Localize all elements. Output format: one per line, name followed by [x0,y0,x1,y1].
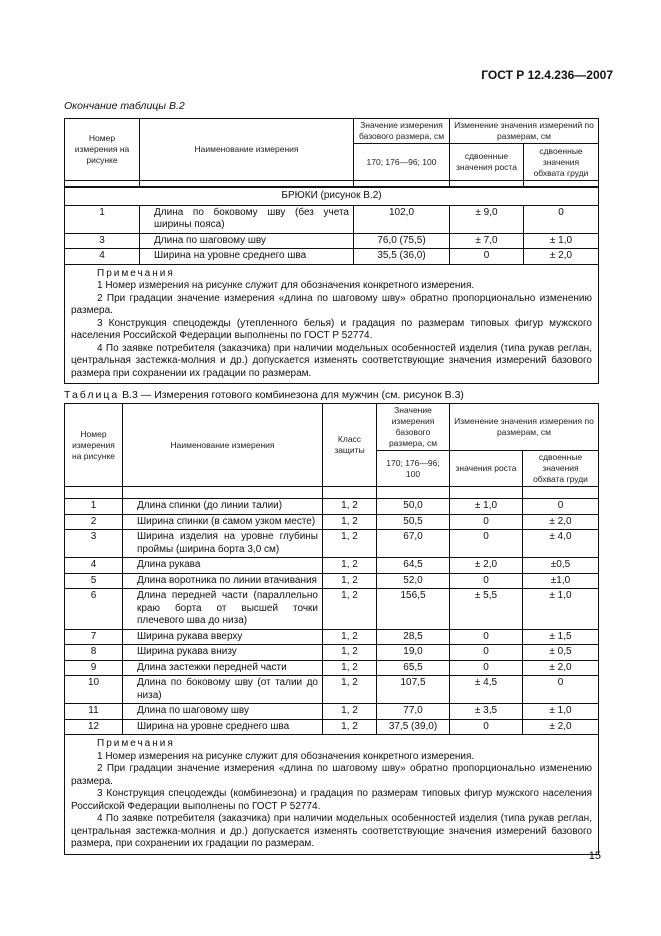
section-title: БРЮКИ (рисунок В.2) [65,187,599,205]
cell-num: 4 [65,558,123,574]
cell-class: 1, 2 [323,704,377,720]
cell-height: ± 3,5 [450,704,523,720]
cell-name: Длина передней части (параллельно краю борта от высшей точки плечевого шва до низа) [123,589,323,630]
cell-hip: ± 1,0 [523,704,599,720]
header-height: значения роста [450,451,523,487]
notes-title: Примечания [97,738,175,749]
table-b2-notes [65,264,599,384]
cell-height: ± 1,0 [450,499,523,515]
page-number: 15 [588,850,601,862]
cell-value: 76,0 (75,5) [354,233,450,249]
cell-height: 0 [450,719,523,735]
cell-class: 1, 2 [323,589,377,630]
caption-label: Таблица [64,389,120,401]
cell-name: Длина рукава [123,558,323,574]
table-b2-caption: Окончание таблицы В.2 [64,100,185,112]
cell-hip: ± 1,5 [523,629,599,645]
cell-height: ± 9,0 [450,205,524,233]
cell-height: 0 [450,514,523,530]
cell-class: 1, 2 [323,558,377,574]
header-hip: сдвоенные значения обхвата груди [523,451,599,487]
cell-value: 35,5 (36,0) [354,249,450,265]
table-row [65,589,599,630]
cell-num: 11 [65,704,123,720]
cell-name: Ширина рукава вверху [123,629,323,645]
table-row [65,249,599,265]
cell-height: 0 [450,249,524,265]
cell-num: 1 [65,205,140,233]
header-name: Наименование измерения [140,119,354,181]
table-row [65,530,599,558]
header-sizes: 170; 176—96; 100 [354,144,450,181]
cell-num: 9 [65,660,123,676]
table-b3-caption [64,389,464,401]
cell-name: Ширина на уровне среднего шва [123,719,323,735]
notes-title: Примечания [97,267,175,279]
note: 4 По заявке потребителя (заказчика) при наличии модельных особенностей изделия (типа рукав реглан, центральная застежка-молния и др.) допускается изменять соответствующие значения измерений базового размера при сохранении их градации по размерам. [71,342,592,379]
cell-name: Длина по шаговому шву [123,704,323,720]
cell-height: ± 2,0 [450,558,523,574]
header-base-value: Значение измерения базового размера, см [354,119,450,144]
cell-height: 0 [450,629,523,645]
cell-hip: ± 2,0 [523,660,599,676]
header-name: Наименование измерения [123,404,323,487]
cell-height: 0 [450,660,523,676]
cell-num: 8 [65,645,123,661]
cell-value: 37,5 (39,0) [377,719,450,735]
note: 3 Конструкция спецодежды (утепленного белья) и градация по размерам типовых фигур мужского населения Российской Федерации выполнены по ГОСТ Р 52774. [71,317,592,341]
header-change: Изменение значения измерений по размерам, см [450,119,599,144]
table-row [65,514,599,530]
cell-name: Ширина изделия на уровне глубины проймы (ширина борта 3,0 см) [123,530,323,558]
header-base-value: Значение измерения базового размера, см [377,404,450,451]
cell-num: 6 [65,589,123,630]
cell-value: 50,0 [377,499,450,515]
note: 2 При градации значение измерения «длина по шаговому шву» обратно пропорционально изменению размера. [71,763,592,787]
note: 1 Номер измерения на рисунке служит для обозначения конкретного измерения. [97,280,475,291]
cell-num: 12 [65,719,123,735]
cell-name: Длина застежки передней части [123,660,323,676]
cell-hip: ± 4,0 [523,530,599,558]
note: 1 Номер измерения на рисунке служит для обозначения конкретного измерения. [97,750,475,762]
cell-num: 5 [65,573,123,589]
header-height: сдвоенные значения роста [450,144,524,181]
header-change: Изменение значения измерения по размерам, см [450,404,599,451]
cell-num: 3 [65,233,140,249]
table-row [65,704,599,720]
table-row [65,719,599,735]
cell-name: Длина по шаговому шву [140,233,354,249]
cell-class: 1, 2 [323,573,377,589]
cell-value: 64,5 [377,558,450,574]
cell-value: 107,5 [377,676,450,704]
table-row [65,499,599,515]
cell-num: 3 [65,530,123,558]
cell-num: 1 [65,499,123,515]
cell-height: 0 [450,573,523,589]
cell-value: 52,0 [377,573,450,589]
cell-class: 1, 2 [323,514,377,530]
cell-value: 77,0 [377,704,450,720]
cell-hip: 0 [523,676,599,704]
cell-hip: 0 [524,205,599,233]
cell-value: 65,5 [377,660,450,676]
header-hip: сдвоенные значения обхвата груди [524,144,599,181]
table-row [65,629,599,645]
cell-name: Длина по боковому шву (от талии до низа) [123,676,323,704]
cell-name: Ширина рукава внизу [123,645,323,661]
cell-height: ± 7,0 [450,233,524,249]
table-row [65,573,599,589]
cell-height: 0 [450,530,523,558]
header-num: Номер измерения на рисунке [65,119,140,181]
table-b2 [64,118,599,384]
cell-height: ± 5,5 [450,589,523,630]
cell-class: 1, 2 [323,676,377,704]
cell-name: Длина воротника по линии втачивания [123,573,323,589]
cell-class: 1, 2 [323,719,377,735]
standard-number: ГОСТ Р 12.4.236—2007 [481,68,613,82]
header-num: Номер измерения на рисунке [65,404,123,487]
header-sizes: 170; 176—96; 100 [377,451,450,487]
cell-name: Ширина на уровне среднего шва [140,249,354,265]
cell-num: 7 [65,629,123,645]
table-row [65,233,599,249]
table-row [65,558,599,574]
header-class: Класс защиты [323,404,377,487]
cell-hip: 0 [523,499,599,515]
cell-class: 1, 2 [323,629,377,645]
table-row [65,676,599,704]
cell-class: 1, 2 [323,530,377,558]
caption-text: В.3 — Измерения готового комбинезона для мужчин (см. рисунок В.3) [122,389,464,401]
note: 4 По заявке потребителя (заказчика) при наличии модельных особенностей изделия (типа рукав реглан, центральная застежка-молния и др.) допускается изменять соответствующие значения измерений базового размера, при сохранении их градации по размерам. [71,813,592,849]
cell-name: Ширина спинки (в самом узком месте) [123,514,323,530]
cell-hip: ± 2,0 [523,514,599,530]
cell-hip: ± 2,0 [523,719,599,735]
cell-value: 67,0 [377,530,450,558]
cell-hip: ±0,5 [523,558,599,574]
cell-class: 1, 2 [323,660,377,676]
cell-value: 28,5 [377,629,450,645]
cell-value: 102,0 [354,205,450,233]
cell-hip: ± 2,0 [524,249,599,265]
cell-value: 50,5 [377,514,450,530]
cell-hip: ± 0,5 [523,645,599,661]
cell-value: 19,0 [377,645,450,661]
cell-hip: ± 1,0 [524,233,599,249]
table-b3 [64,403,599,855]
table-row [65,645,599,661]
cell-class: 1, 2 [323,499,377,515]
cell-hip: ± 1,0 [523,589,599,630]
cell-hip: ±1,0 [523,573,599,589]
cell-name: Длина по боковому шву (без учета ширины пояса) [140,205,354,233]
note: 3 Конструкция спецодежды (комбинезона) и градация по размерам типовых фигур мужского населения Российской Федерации выполнены по ГОСТ Р 52774. [71,788,592,812]
cell-height: 0 [450,645,523,661]
cell-value: 156,5 [377,589,450,630]
table-row [65,660,599,676]
cell-num: 2 [65,514,123,530]
cell-class: 1, 2 [323,645,377,661]
cell-num: 10 [65,676,123,704]
note: 2 При градации значение измерения «длина по шаговому шву» обратно пропорционально изменению размера. [71,292,592,316]
cell-height: ± 4,5 [450,676,523,704]
cell-name: Длина спинки (до линии талии) [123,499,323,515]
table-b3-notes [65,735,599,855]
cell-num: 4 [65,249,140,265]
table-row [65,205,599,233]
